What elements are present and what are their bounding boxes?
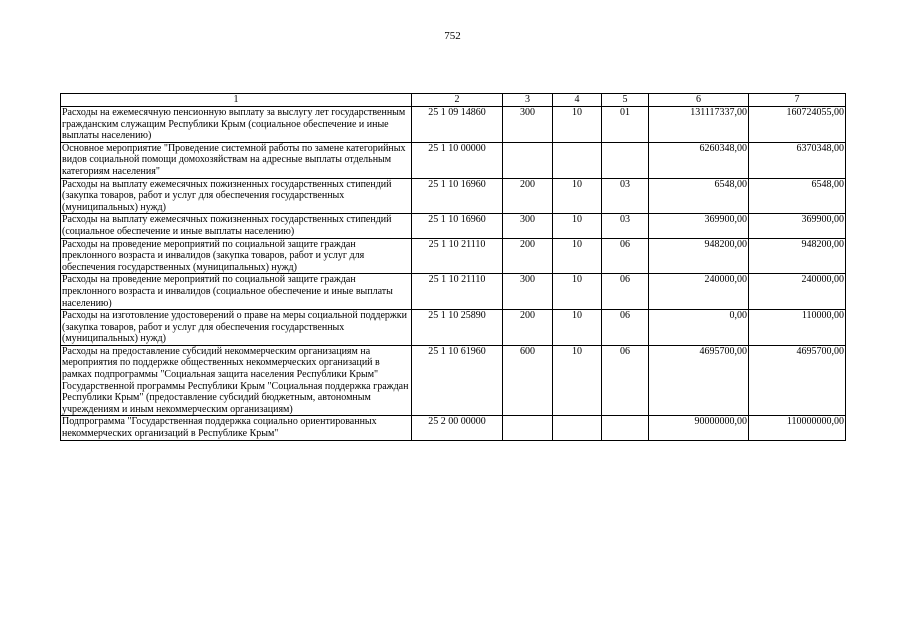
expense-name: Расходы на проведение мероприятий по социальной защите граждан преклонного возраста и инвалидов (закупка товаров, работ и услуг для обеспечения государственных (муниципальных) нужд) bbox=[61, 238, 412, 274]
table-row bbox=[61, 142, 846, 178]
subsection bbox=[602, 142, 649, 178]
expense-name: Основное мероприятие "Проведение системной работы по замене категорийных видов социальной помощи домохозяйствам на адресные выплаты отдельным категориям населения" bbox=[61, 142, 412, 178]
expense-name: Расходы на выплату ежемесячных пожизненных государственных стипендий (социальное обеспечение и иные выплаты населению) bbox=[61, 214, 412, 238]
section: 10 bbox=[553, 345, 602, 416]
expense-name: Расходы на предоставление субсидий некоммерческим организациям на мероприятия по поддержке общественных некоммерческих организаций в рамках подпрограммы "Социальная защита населения Республики Крым" Государственной программы Республики Крым "Социальная поддержка граждан Республики Крым" (предоставление субсидий бюджетным, автономным учреждениям и иным некоммерческим организациям) bbox=[61, 345, 412, 416]
section: 10 bbox=[553, 214, 602, 238]
table-row bbox=[61, 345, 846, 416]
column-header: 6 bbox=[649, 94, 749, 107]
section: 10 bbox=[553, 178, 602, 214]
subsection: 03 bbox=[602, 214, 649, 238]
amount-col6: 131117337,00 bbox=[649, 107, 749, 143]
table-row bbox=[61, 310, 846, 346]
amount-col7: 110000,00 bbox=[749, 310, 846, 346]
target-code: 25 1 10 16960 bbox=[412, 214, 503, 238]
expense-type: 200 bbox=[503, 310, 553, 346]
expense-type: 300 bbox=[503, 214, 553, 238]
expense-type bbox=[503, 142, 553, 178]
expense-name: Расходы на выплату ежемесячных пожизненных государственных стипендий (закупка товаров, работ и услуг для обеспечения государственных (муниципальных) нужд) bbox=[61, 178, 412, 214]
section: 10 bbox=[553, 310, 602, 346]
expense-name: Расходы на ежемесячную пенсионную выплату за выслугу лет государственным гражданским служащим Республики Крым (социальное обеспечение и иные выплаты населению) bbox=[61, 107, 412, 143]
column-header: 7 bbox=[749, 94, 846, 107]
budget-table bbox=[60, 93, 846, 441]
section: 10 bbox=[553, 274, 602, 310]
subsection: 06 bbox=[602, 345, 649, 416]
table-row bbox=[61, 238, 846, 274]
expense-type: 300 bbox=[503, 107, 553, 143]
expense-type: 200 bbox=[503, 238, 553, 274]
subsection: 06 bbox=[602, 238, 649, 274]
amount-col7: 110000000,00 bbox=[749, 416, 846, 440]
amount-col7: 160724055,00 bbox=[749, 107, 846, 143]
amount-col7: 6370348,00 bbox=[749, 142, 846, 178]
amount-col6: 369900,00 bbox=[649, 214, 749, 238]
subsection bbox=[602, 416, 649, 440]
column-header: 3 bbox=[503, 94, 553, 107]
target-code: 25 2 00 00000 bbox=[412, 416, 503, 440]
subsection: 01 bbox=[602, 107, 649, 143]
column-header: 1 bbox=[61, 94, 412, 107]
target-code: 25 1 09 14860 bbox=[412, 107, 503, 143]
subsection: 06 bbox=[602, 274, 649, 310]
column-header: 4 bbox=[553, 94, 602, 107]
amount-col6: 948200,00 bbox=[649, 238, 749, 274]
subsection: 03 bbox=[602, 178, 649, 214]
amount-col6: 240000,00 bbox=[649, 274, 749, 310]
table-row bbox=[61, 107, 846, 143]
amount-col6: 0,00 bbox=[649, 310, 749, 346]
header-row bbox=[61, 94, 846, 107]
amount-col7: 240000,00 bbox=[749, 274, 846, 310]
table-row bbox=[61, 214, 846, 238]
amount-col7: 369900,00 bbox=[749, 214, 846, 238]
expense-name: Подпрограмма "Государственная поддержка социально ориентированных некоммерческих организаций в Республике Крым" bbox=[61, 416, 412, 440]
amount-col7: 6548,00 bbox=[749, 178, 846, 214]
section bbox=[553, 142, 602, 178]
target-code: 25 1 10 21110 bbox=[412, 274, 503, 310]
expense-type: 600 bbox=[503, 345, 553, 416]
amount-col7: 948200,00 bbox=[749, 238, 846, 274]
column-header: 2 bbox=[412, 94, 503, 107]
table-row bbox=[61, 178, 846, 214]
subsection: 06 bbox=[602, 310, 649, 346]
expense-name: Расходы на проведение мероприятий по социальной защите граждан преклонного возраста и инвалидов (социальное обеспечение и иные выплаты населению) bbox=[61, 274, 412, 310]
amount-col6: 6260348,00 bbox=[649, 142, 749, 178]
target-code: 25 1 10 61960 bbox=[412, 345, 503, 416]
amount-col6: 4695700,00 bbox=[649, 345, 749, 416]
expense-type: 300 bbox=[503, 274, 553, 310]
expense-name: Расходы на изготовление удостоверений о праве на меры социальной поддержки (закупка товаров, работ и услуг для обеспечения государственных (муниципальных) нужд) bbox=[61, 310, 412, 346]
section: 10 bbox=[553, 107, 602, 143]
amount-col7: 4695700,00 bbox=[749, 345, 846, 416]
table-row bbox=[61, 274, 846, 310]
column-header: 5 bbox=[602, 94, 649, 107]
amount-col6: 6548,00 bbox=[649, 178, 749, 214]
target-code: 25 1 10 25890 bbox=[412, 310, 503, 346]
amount-col6: 90000000,00 bbox=[649, 416, 749, 440]
section bbox=[553, 416, 602, 440]
target-code: 25 1 10 00000 bbox=[412, 142, 503, 178]
table-row bbox=[61, 416, 846, 440]
target-code: 25 1 10 21110 bbox=[412, 238, 503, 274]
expense-type: 200 bbox=[503, 178, 553, 214]
page-number: 752 bbox=[444, 30, 461, 42]
expense-type bbox=[503, 416, 553, 440]
target-code: 25 1 10 16960 bbox=[412, 178, 503, 214]
section: 10 bbox=[553, 238, 602, 274]
